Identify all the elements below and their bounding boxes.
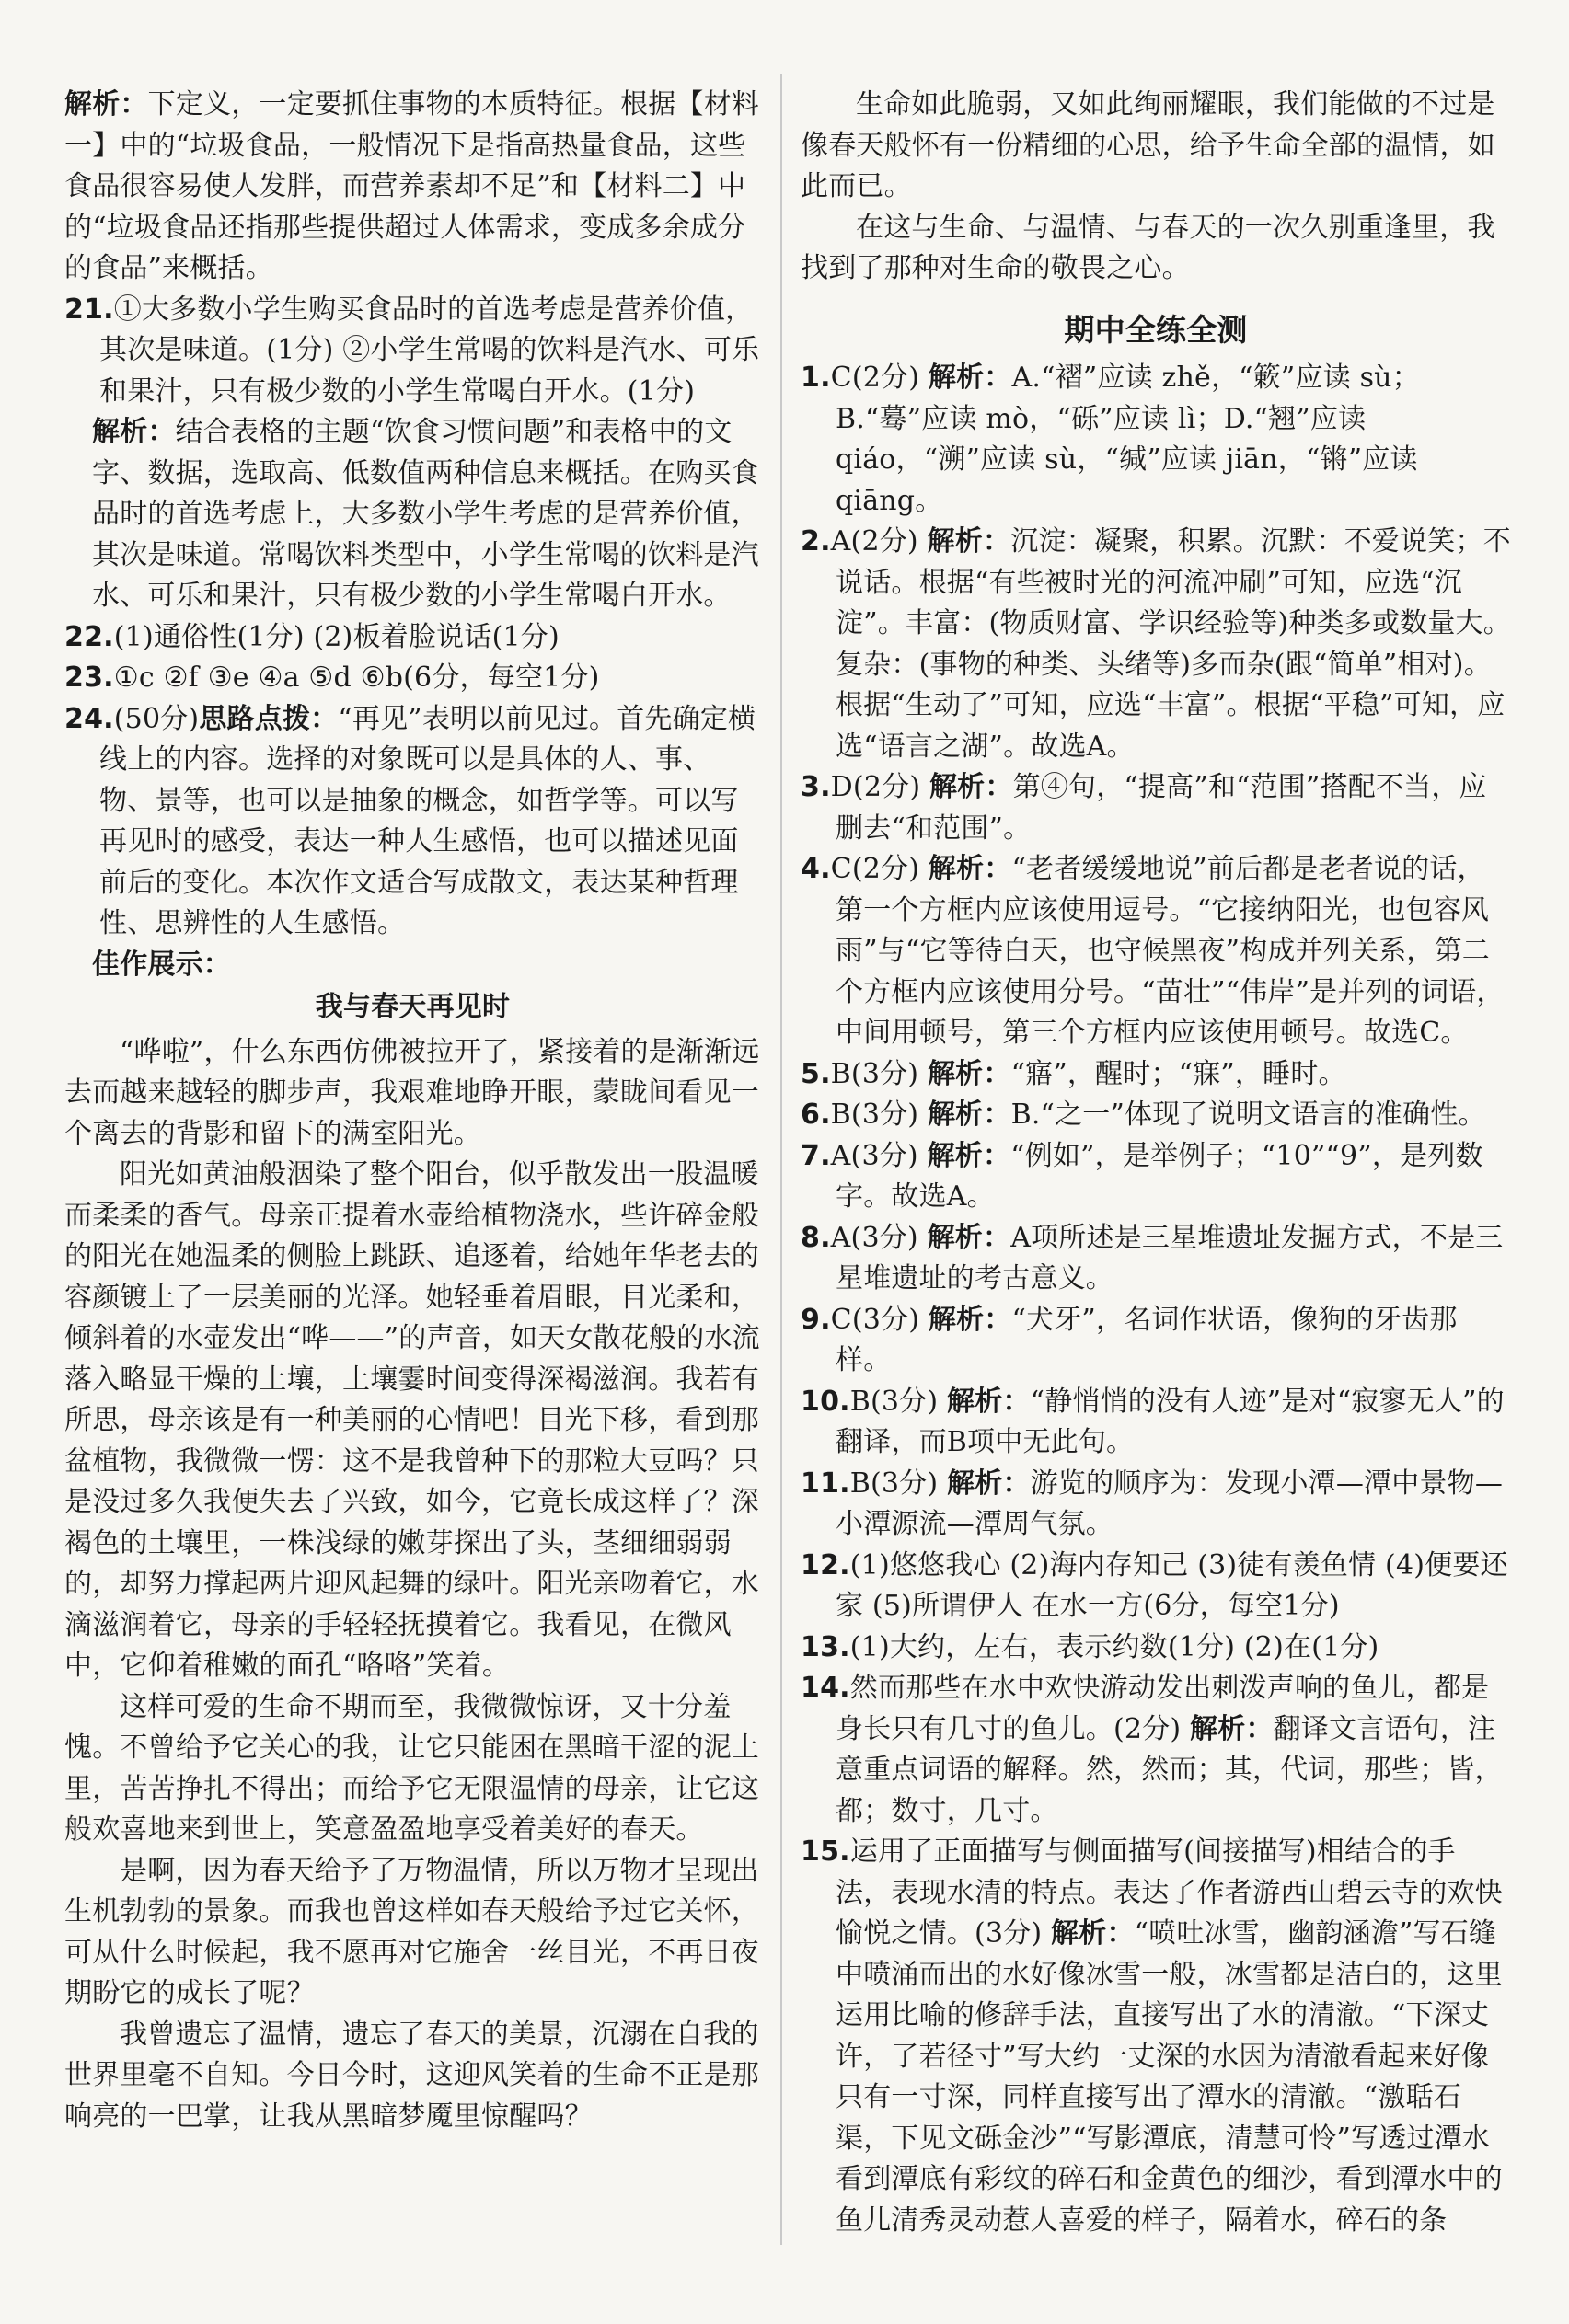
question-21-explanation xyxy=(64,412,761,617)
question-number: 5. xyxy=(801,1057,831,1090)
answer-text: C(2分) xyxy=(830,362,920,394)
answer-item xyxy=(801,1054,1511,1096)
explanation-label: 解析： xyxy=(928,1303,1012,1336)
answer-item xyxy=(801,522,1511,767)
answer-item xyxy=(801,1628,1511,1669)
explanation-text: (1)悠悠我心 (2)海内存知己 (3)徒有羡鱼情 (4)便要还家 (5)所谓伊人 在水一方(6分，每空1分) xyxy=(836,1548,1508,1622)
essay-paragraph: 这样可爱的生命不期而至，我微微惊讶，又十分羞愧。不曾给予它关心的我，让它只能困在黑暗干涩的泥土里，苦苦挣扎不得出；而给予它无限温情的母亲，让它这般欢喜地来到世上，笑意盈盈地享受着美好的春天。 xyxy=(64,1690,759,1846)
essay-body xyxy=(64,1032,761,2138)
answer-item xyxy=(801,1464,1511,1546)
explanation-text: “喷吐冰雪，幽韵涵澹”写石缝中喷涌而出的水好像冰雪一般，冰雪都是洁白的，这里运用比喻的修辞手法，直接写出了水的清澈。“下深丈许，了若径寸”写大约一丈深的水因为清澈看起来好像只有一寸深，同样直接写出了潭水的清澈。“激聒石渠，下见文砾金沙”“写影潭底，清慧可怜”写透过潭水看到潭底有彩纹的碎石和金黄色的细沙，看到潭水中的鱼儿清秀灵动惹人喜爱的样子，隔着水，碎石的条 xyxy=(836,1917,1503,2237)
question-number: 11. xyxy=(801,1467,850,1500)
answer-text: B(3分) xyxy=(830,1099,919,1131)
question-number: 2. xyxy=(801,525,831,558)
answer-item xyxy=(801,849,1511,1054)
explanation-text: 结合表格的主题“饮食习惯问题”和表格中的文字、数据，选取高、低数值两种信息来概括。在购买食品时的首选考虑上，大多数小学生考虑的是营养价值，其次是味道。常喝饮料类型中，小学生常喝的饮料是汽水、可乐和果汁，只有极少数的小学生常喝白开水。 xyxy=(92,416,759,612)
question-number: 13. xyxy=(801,1630,850,1663)
answer-item xyxy=(801,358,1511,522)
answer-text: A(3分) xyxy=(830,1221,918,1254)
question-number: 23. xyxy=(64,662,114,694)
question-24 xyxy=(64,699,761,945)
answer-item xyxy=(801,1300,1511,1382)
essay-paragraph: 在这与生命、与温情、与春天的一次久别重逢里，我找到了那种对生命的敬畏之心。 xyxy=(801,211,1495,284)
explanation-text: 翻译文言语句，注意重点词语的解释。然，然而；其，代词，那些；皆，都；数寸，几寸。 xyxy=(836,1712,1503,1827)
explanation-label: 解析： xyxy=(927,525,1011,558)
section-title: 期中全练全测 xyxy=(1064,311,1248,348)
answer-list xyxy=(801,358,1511,2241)
answer-item xyxy=(801,1382,1511,1464)
explanation-text: “例如”，是举例子；“10”“9”，是列数字。故选A。 xyxy=(836,1139,1483,1213)
explanation-text: A项所述是三星堆遗址发掘方式，不是三星堆遗址的考古意义。 xyxy=(836,1221,1504,1294)
explanation-text: 第④句，“提高”和“范围”搭配不当，应删去“和范围”。 xyxy=(836,771,1487,845)
explanation-text: “犬牙”，名词作状语，像狗的牙齿那样。 xyxy=(836,1303,1458,1376)
question-number: 15. xyxy=(801,1835,850,1868)
essay-title: 我与春天再见时 xyxy=(315,991,511,1023)
explanation-text: “静悄悄的没有人迹”是对“寂寥无人”的翻译，而B项中无此句。 xyxy=(836,1385,1505,1458)
question-number: 9. xyxy=(801,1303,831,1336)
question-number: 24. xyxy=(64,702,114,735)
answer-item xyxy=(801,767,1511,849)
question-number: 14. xyxy=(801,1672,850,1704)
answer-item xyxy=(801,1832,1511,2241)
explanation-label: 解析： xyxy=(927,1139,1011,1172)
hint-label: 思路点拨： xyxy=(199,702,339,735)
answer-text: B(3分) xyxy=(849,1467,939,1500)
question-22 xyxy=(64,617,761,659)
answer-item xyxy=(801,1668,1511,1832)
answer-text: (1)通俗性(1分) (2)板着脸说话(1分) xyxy=(113,620,560,653)
answer-item xyxy=(801,1136,1511,1218)
question-number: 10. xyxy=(801,1385,850,1418)
answer-item xyxy=(801,1546,1511,1628)
essay-paragraph: 是啊，因为春天给予了万物温情，所以万物才呈现出生机勃勃的景象。而我也曾这样如春天般给予过它关怀，可从什么时候起，我不愿再对它施舍一丝目光，不再日夜期盼它的成长了呢？ xyxy=(64,1854,759,2009)
question-number: 4. xyxy=(801,853,831,885)
answer-text: B(3分) xyxy=(830,1057,919,1090)
explanation-label: 解析： xyxy=(1051,1917,1135,1950)
question-21 xyxy=(64,290,761,413)
question-23 xyxy=(64,658,761,699)
explanation-text: 下定义，一定要抓住事物的本质特征。根据【材料一】中的“垃圾食品，一般情况下是指高热量食品，这些食品很容易使人发胖，而营养素却不足”和【材料二】中的“垃圾食品还指那些提供超过人体需求，变成多余成分的食品”来概括。 xyxy=(64,88,760,284)
answer-item xyxy=(801,1095,1511,1136)
answer-text: ①大多数小学生购买食品时的首选考虑是营养价值，其次是味道。(1分) ②小学生常喝的饮料是汽水、可乐和果汁，只有极少数的小学生常喝白开水。(1分) xyxy=(99,293,760,408)
hint-text: “再见”表明以前见过。首先确定横线上的内容。选择的对象既可以是具体的人、事、物、景等，也可以是抽象的概念，如哲学等。可以写再见时的感受，表达一种人生感悟，也可以描述见面前后的变化。本次作文适合写成散文，表达某种哲理性、思辨性的人生感悟。 xyxy=(99,702,756,939)
answer-text: B(3分) xyxy=(849,1385,939,1418)
explanation-label: 解析： xyxy=(927,1221,1011,1254)
question-number: 1. xyxy=(801,362,831,394)
explanation-label: 解析： xyxy=(947,1385,1031,1418)
question-number: 7. xyxy=(801,1139,831,1172)
essay-ending xyxy=(801,85,1511,290)
essay-paragraph: 生命如此脆弱，又如此绚丽耀眼，我们能做的不过是像春天般怀有一份精细的心思，给予生命全部的温情，如此而已。 xyxy=(801,88,1495,202)
explanation-label: 解析： xyxy=(928,362,1012,394)
answer-text: C(3分) xyxy=(830,1303,920,1336)
essay-paragraph: 阳光如黄油般洇染了整个阳台，似乎散发出一股温暖而柔柔的香气。母亲正提着水壶给植物浇水，些许碎金般的阳光在她温柔的侧脸上跳跃、追逐着，给她年华老去的容颜镀上了一层美丽的光泽。她轻垂着眉眼，目光柔和，倾斜着的水壶发出“哗——”的声音，如天女散花般的水流落入略显干燥的土壤，土壤霎时间变得深褐滋润。我若有所思，母亲该是有一种美丽的心情吧！目光下移，看到那盆植物，我微微一愣：这不是我曾种下的那粒大豆吗？只是没过多久我便失去了兴致，如今，它竟长成这样了？深褐色的土壤里，一株浅绿的嫩芽探出了头，茎细细弱弱的，却努力撑起两片迎风起舞的绿叶。阳光亲吻着它，水滴滋润着它，母亲的手轻轻抚摸着它。我看见，在微风中，它仰着稚嫩的面孔“咯咯”笑着。 xyxy=(64,1158,760,1682)
left-column xyxy=(64,85,761,2137)
right-column xyxy=(801,85,1511,2241)
explanation-text: 游览的顺序为：发现小潭—潭中景物—小潭源流—潭周气氛。 xyxy=(836,1467,1504,1540)
answer-text: A(3分) xyxy=(830,1139,918,1172)
explanation-text: A.“褶”应读 zhě，“簌”应读 sù；B.“蓦”应读 mò，“砾”应读 lì；D.“翘”应读 qiáo，“溯”应读 sù，“缄”应读 jiān，“锵”应读 qiāng。 xyxy=(836,362,1420,517)
explanation-text: 沉淀：凝聚，积累。沉默：不爱说笑；不说话。根据“有些被时光的河流冲刷”可知，应选“沉淀”。丰富：(物质财富、学识经验等)种类多或数量大。复杂：(事物的种类、头绪等)多而杂(跟“简单”相对)。根据“生动了”可知，应选“丰富”。根据“平稳”可知，应选“语言之湖”。故选A。 xyxy=(836,525,1511,763)
answer-text: C(2分) xyxy=(830,853,920,885)
intro-explanation xyxy=(64,85,761,290)
question-number: 6. xyxy=(801,1099,831,1131)
explanation-label: 解析： xyxy=(929,771,1013,803)
question-number: 21. xyxy=(64,293,114,326)
column-divider xyxy=(780,74,782,2245)
question-number: 8. xyxy=(801,1221,831,1254)
explanation-label: 解析： xyxy=(64,88,148,121)
essay-paragraph: 我曾遗忘了温情，遗忘了春天的美景，沉溺在自我的世界里毫不自知。今日今时，这迎风笑着的生命不正是那响亮的一巴掌，让我从黑暗梦魇里惊醒吗？ xyxy=(64,2018,759,2133)
question-number: 3. xyxy=(801,771,831,803)
answer-text: 运用了正面描写与侧面描写(间接描写)相结合的手法，表现水清的特点。表达了作者游西山碧云寺的欢快愉悦之情。(3分) xyxy=(836,1835,1503,1950)
question-number: 22. xyxy=(64,620,114,653)
answer-item xyxy=(801,1218,1511,1300)
score-text: (50分) xyxy=(113,702,200,735)
answer-text: A(2分) xyxy=(830,525,918,558)
essay-paragraph: “哗啦”，什么东西仿佛被拉开了，紧接着的是渐渐远去而越来越轻的脚步声，我艰难地睁开眼，蒙眬间看见一个离去的背影和留下的满室阳光。 xyxy=(64,1035,760,1150)
explanation-label: 解析： xyxy=(947,1467,1031,1500)
explanation-label: 解析： xyxy=(92,416,176,448)
explanation-text: B.“之一”体现了说明文语言的准确性。 xyxy=(1010,1099,1486,1131)
answer-text: 然而那些在水中欢快游动发出刺泼声响的鱼儿，都是身长只有几寸的鱼儿。(2分) xyxy=(836,1672,1490,1745)
explanation-text: (1)大约，左右，表示约数(1分) (2)在(1分) xyxy=(849,1630,1379,1663)
explanation-label: 解析： xyxy=(928,853,1012,885)
answer-text: ①c ②f ③e ④a ⑤d ⑥b(6分，每空1分) xyxy=(113,662,600,694)
explanation-label: 解析： xyxy=(927,1057,1011,1090)
showcase-label: 佳作展示： xyxy=(92,948,231,981)
explanation-label: 解析： xyxy=(927,1099,1011,1131)
explanation-text: “老者缓缓地说”前后都是老者说的话，第一个方框内应该使用逗号。“它接纳阳光，也包容风雨”与“它等待白天，也守候黑夜”构成并列关系，第二个方框内应该使用分号。“苗壮”“伟岸”是并列的词语，中间用顿号，第三个方框内应该使用顿号。故选C。 xyxy=(836,853,1505,1049)
answer-text: D(2分) xyxy=(830,771,921,803)
question-number: 12. xyxy=(801,1548,850,1582)
explanation-text: “寤”，醒时；“寐”，睡时。 xyxy=(1010,1057,1346,1090)
explanation-label: 解析： xyxy=(1190,1712,1274,1745)
